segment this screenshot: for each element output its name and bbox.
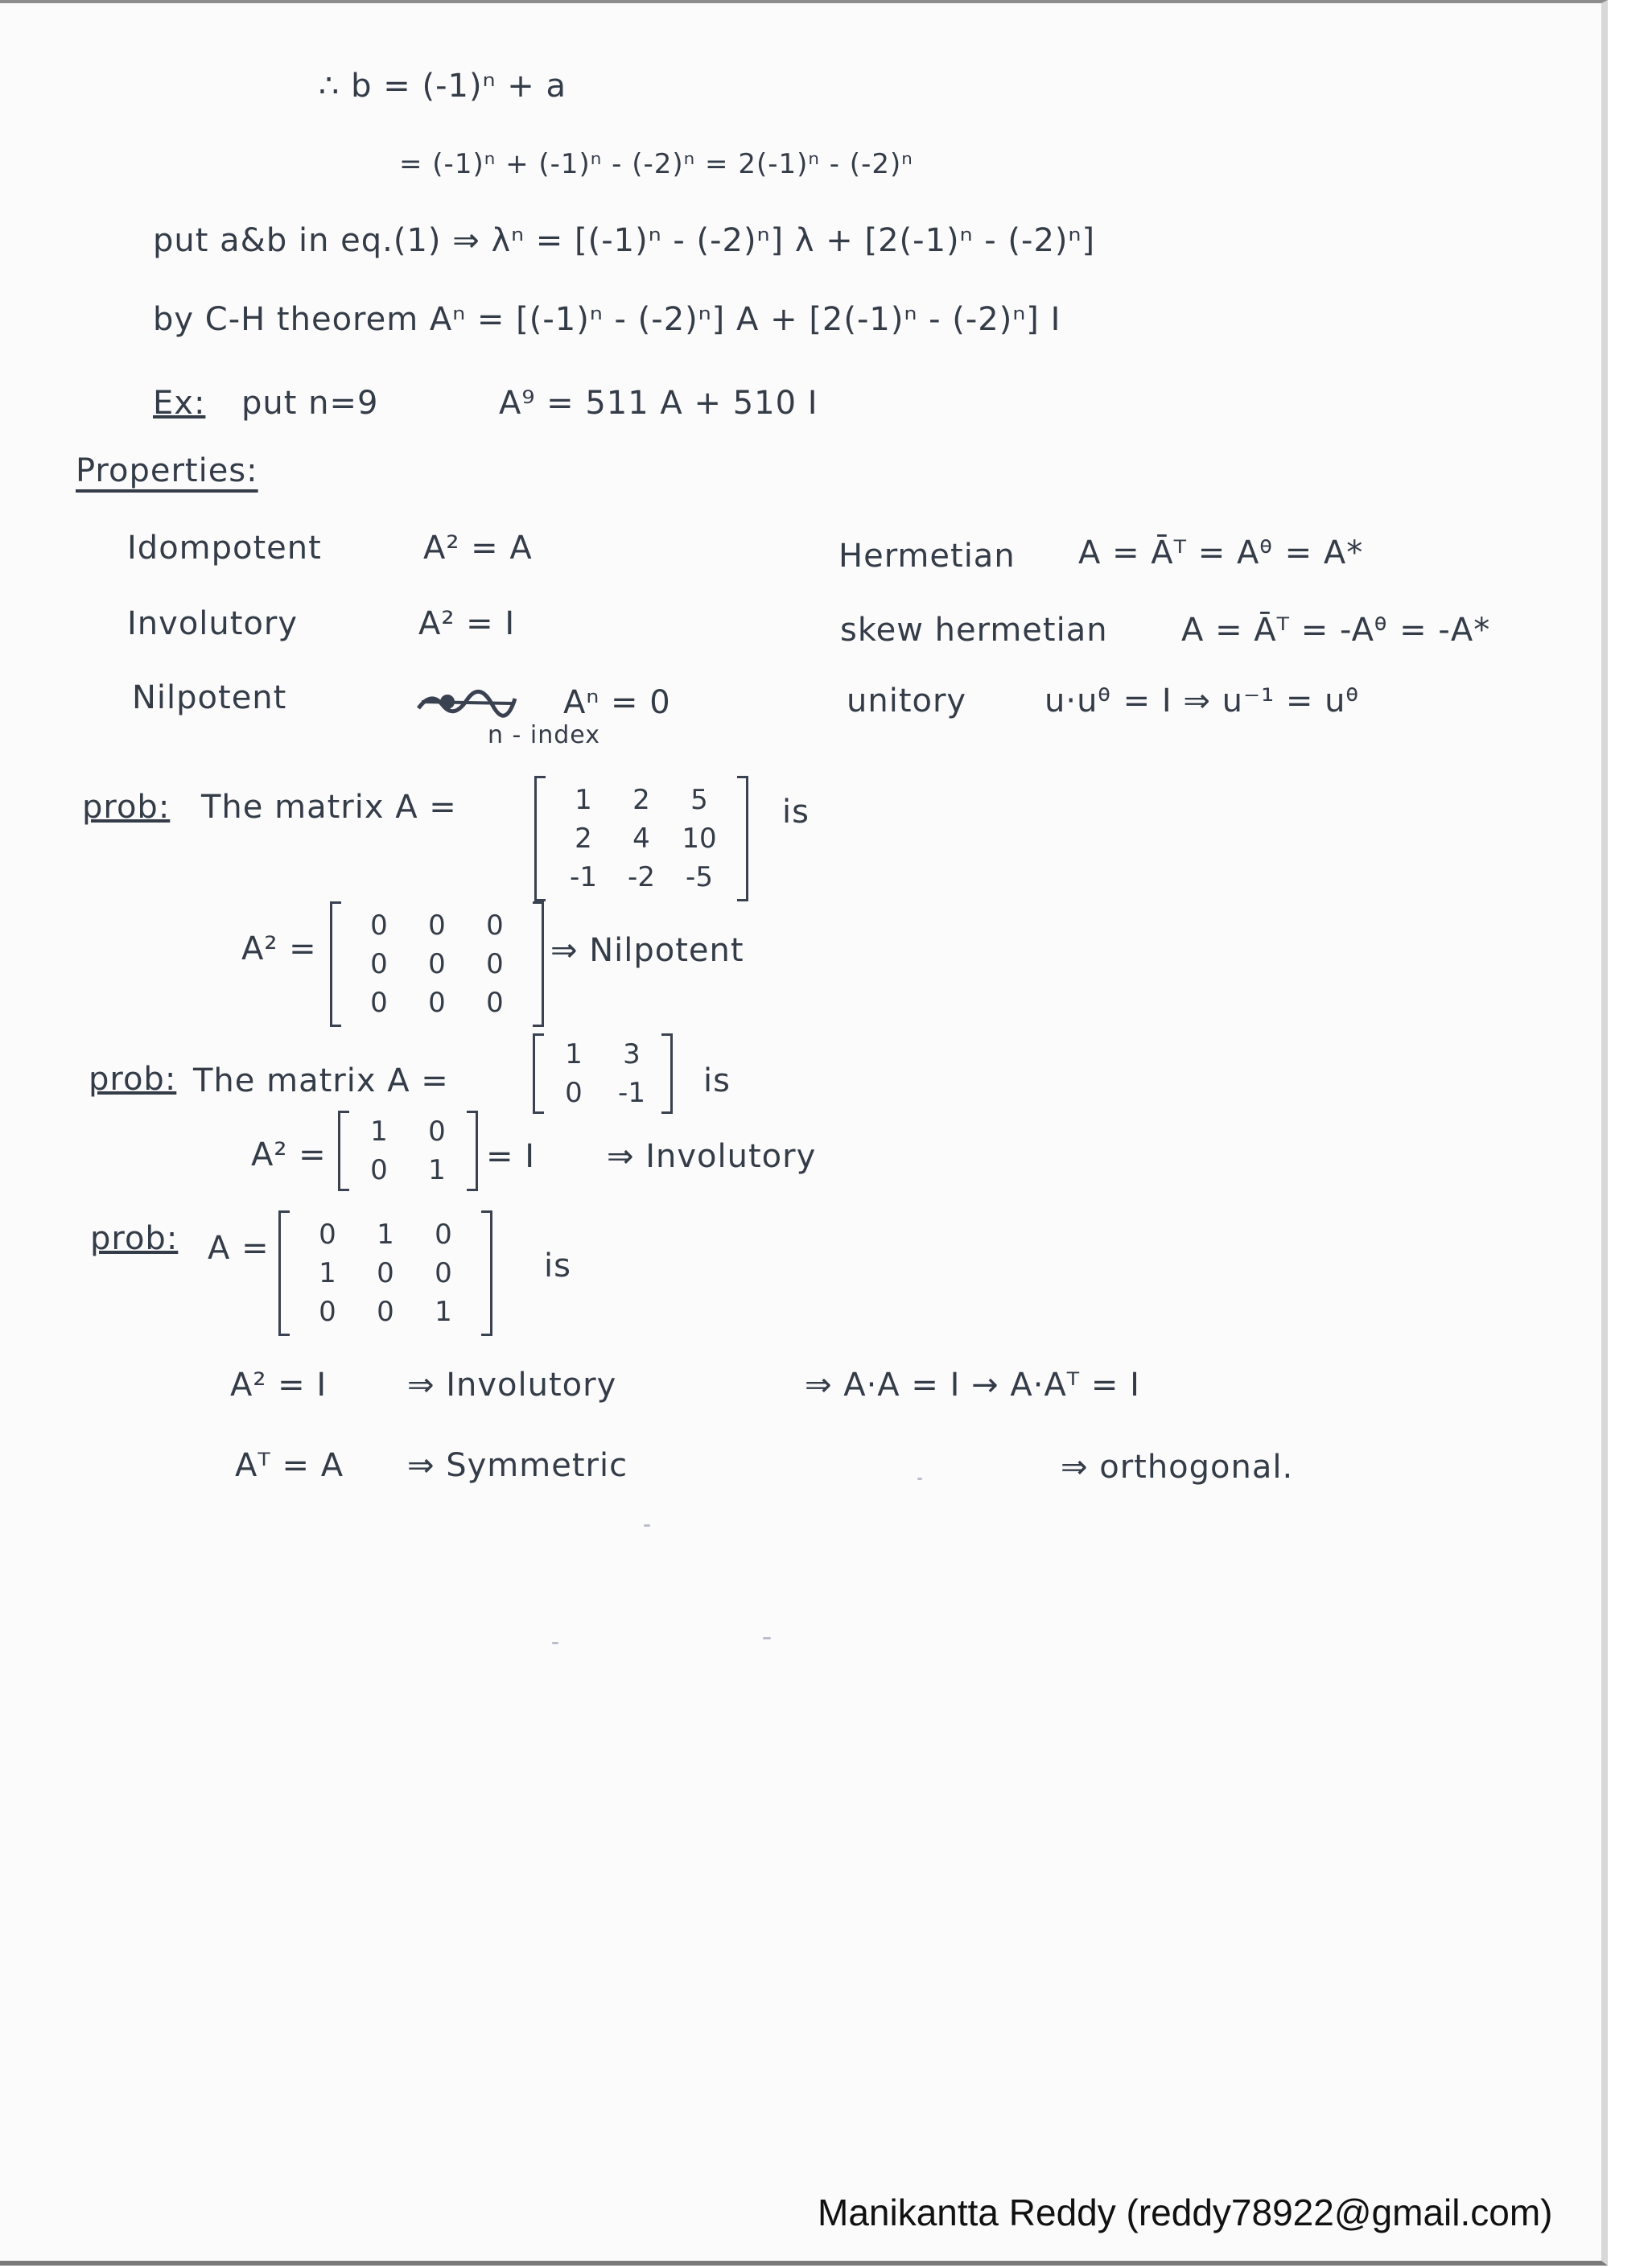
matrix-cell: -5 <box>686 861 713 893</box>
prob1-label: prob: <box>82 789 171 826</box>
matrix-cell: -1 <box>570 861 597 893</box>
prob2-is: is <box>703 1062 731 1099</box>
prob3-row2-a: Aᵀ = A <box>235 1447 344 1484</box>
matrix-cell: 1 <box>377 1219 394 1251</box>
line-put-a-b: put a&b in eq.(1) ⇒ λⁿ = [(-1)ⁿ - (-2)ⁿ] λ + [2(-1)ⁿ - (-2)ⁿ] <box>153 222 1096 259</box>
prop-nilpotent-note: n - index <box>488 721 600 749</box>
example-result: A⁹ = 511 A + 510 I <box>499 385 818 422</box>
line-b-equals: ∴ b = (-1)ⁿ + a <box>319 68 566 105</box>
matrix-cell: -1 <box>618 1077 645 1109</box>
matrix-cell: 2 <box>632 784 650 816</box>
prob3-text: A = <box>208 1230 270 1267</box>
prob3-row1-a: A² = I <box>230 1367 328 1404</box>
scan-speck <box>552 1642 558 1644</box>
prob2-square-label: A² = <box>251 1136 327 1173</box>
prob1-square-matrix <box>330 903 544 1025</box>
prob3-row2-b: ⇒ Symmetric <box>407 1447 628 1484</box>
matrix-cell: 4 <box>632 823 650 855</box>
prop-skew-hermetian-formula: A = Āᵀ = -Aᶿ = -A* <box>1181 612 1491 649</box>
matrix-cell: 0 <box>370 909 388 942</box>
matrix-cell: 3 <box>623 1038 641 1070</box>
prob3-matrix <box>278 1212 492 1334</box>
matrix-cell: 1 <box>428 1154 446 1186</box>
scan-speck <box>763 1637 771 1639</box>
matrix-cell: 0 <box>486 948 504 980</box>
prop-involutory-formula: A² = I <box>418 605 516 642</box>
matrix-cell: 5 <box>690 784 708 816</box>
matrix-cell: -2 <box>628 861 655 893</box>
prop-involutory-name: Involutory <box>127 605 299 642</box>
matrix-cell: 1 <box>575 784 592 816</box>
matrix-cell: 0 <box>428 909 446 942</box>
matrix-cell: 2 <box>575 823 592 855</box>
properties-heading: Properties: <box>76 452 258 489</box>
line-ch-theorem: by C-H theorem Aⁿ = [(-1)ⁿ - (-2)ⁿ] A + [2(-1)ⁿ - (-2)ⁿ] I <box>153 301 1061 338</box>
matrix-cell: 0 <box>370 948 388 980</box>
prob1-conclusion: ⇒ Nilpotent <box>550 932 744 969</box>
prop-skew-hermetian-name: skew hermetian <box>840 612 1108 649</box>
scan-speck <box>644 1524 650 1527</box>
matrix-cell: 0 <box>428 987 446 1019</box>
prop-hermetian-formula: A = Āᵀ = Aᶿ = A* <box>1078 534 1364 571</box>
matrix-cell: 0 <box>565 1077 583 1109</box>
prob1-is: is <box>782 794 810 831</box>
prop-nilpotent-formula: Aⁿ = 0 <box>563 684 671 721</box>
prop-idempotent-formula: A² = A <box>423 530 533 567</box>
prob3-row1-c: ⇒ A·A = I → A·Aᵀ = I <box>805 1367 1140 1404</box>
scribble-mark <box>415 684 520 718</box>
prob3-is: is <box>544 1247 571 1285</box>
prob3-label: prob: <box>90 1220 179 1257</box>
matrix-cell: 0 <box>428 948 446 980</box>
prop-hermetian-name: Hermetian <box>838 538 1016 575</box>
prob1-matrix <box>534 777 748 900</box>
matrix-cell: 1 <box>319 1257 336 1289</box>
matrix-cell: 1 <box>565 1038 583 1070</box>
matrix-cell: 0 <box>377 1296 394 1328</box>
prop-idempotent-name: Idompotent <box>127 530 322 567</box>
prob3-row2-c: ⇒ orthogonal. <box>1061 1449 1294 1486</box>
matrix-cell: 10 <box>682 823 717 855</box>
matrix-cell: 1 <box>370 1115 388 1148</box>
matrix-cell: 0 <box>486 987 504 1019</box>
prob3-row1-b: ⇒ Involutory <box>407 1367 617 1404</box>
prob1-square-label: A² = <box>241 930 317 967</box>
matrix-cell: 0 <box>319 1296 336 1328</box>
prob2-conclusion: ⇒ Involutory <box>607 1138 817 1175</box>
prob2-text: The matrix A = <box>193 1062 449 1099</box>
matrix-cell: 0 <box>435 1219 452 1251</box>
line-b-expanded: = (-1)ⁿ + (-1)ⁿ - (-2)ⁿ = 2(-1)ⁿ - (-2)ⁿ <box>399 148 913 180</box>
example-put-n: put n=9 <box>241 385 379 422</box>
matrix-cell: 0 <box>370 1154 388 1186</box>
matrix-cell: 0 <box>370 987 388 1019</box>
prob1-text: The matrix A = <box>201 789 457 826</box>
matrix-cell: 0 <box>428 1115 446 1148</box>
prob2-label: prob: <box>89 1061 177 1098</box>
scan-speck <box>917 1478 922 1480</box>
matrix-cell: 0 <box>377 1257 394 1289</box>
matrix-cell: 0 <box>319 1219 336 1251</box>
matrix-cell: 0 <box>486 909 504 942</box>
footer-attribution: Manikantta Reddy (reddy78922@gmail.com) <box>818 2192 1553 2233</box>
prop-nilpotent-name: Nilpotent <box>132 679 287 716</box>
prob2-square-eq: = I <box>486 1138 536 1175</box>
prob2-square-matrix <box>338 1112 478 1190</box>
prop-unitory-formula: u·uᶿ = I ⇒ u⁻¹ = uᶿ <box>1044 682 1360 720</box>
matrix-cell: 1 <box>435 1296 452 1328</box>
example-label: Ex: <box>153 385 206 422</box>
prob2-matrix <box>533 1035 673 1112</box>
matrix-cell: 0 <box>435 1257 452 1289</box>
prop-unitory-name: unitory <box>847 682 967 720</box>
